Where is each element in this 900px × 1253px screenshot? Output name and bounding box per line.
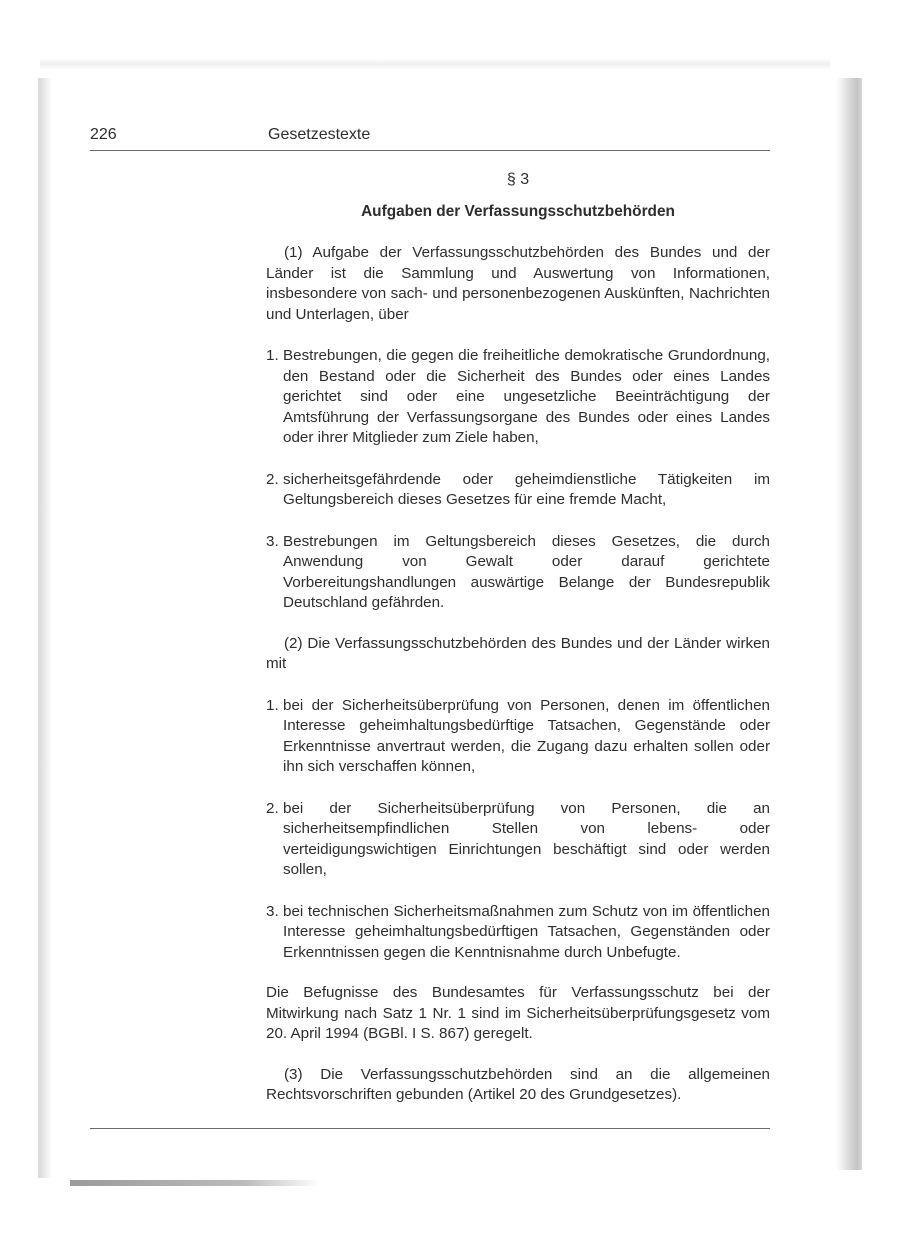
list-item-text: bei der Sicherheitsüberprüfung von Personen, denen im öffentlichen Interesse geheimhaltungsbedürftige Tatsachen, Gegenstände oder Erkenntnisse anvertraut werden, die Zugang dazu erhalten sollen oder ihn sich verschaffen können, xyxy=(283,696,770,775)
list-item-text: Bestrebungen, die gegen die freiheitliche demokratische Grundordnung, den Bestand oder die Sicherheit des Bundes oder eines Landes gerichtet sind oder eine ungesetzliche Beeinträchtigung der Amtsführung der Verfassungsorgane des Bundes oder eines Landes oder ihrer Mitglieder zum Ziele haben, xyxy=(283,347,770,446)
scan-edge-right xyxy=(836,78,862,1170)
list-item-number: 3. xyxy=(266,532,279,550)
section-title: Aufgaben der Verfassungsschutzbehörden xyxy=(361,202,675,220)
page-header xyxy=(90,122,770,151)
list-item-text: sicherheitsgefährdende oder geheimdienstliche Tätigkeiten im Geltungsbereich dieses Gesetzes für eine fremde Macht, xyxy=(283,470,770,508)
document-body xyxy=(266,170,770,1106)
list-item xyxy=(266,799,770,881)
list-item-text: bei der Sicherheitsüberprüfung von Personen, die an sicherheitsempfindlichen Stellen von lebens- oder verteidigungswichtigen Einrichtungen beschäftigt sind oder werden sollen, xyxy=(283,799,770,878)
paragraph-1-list xyxy=(266,346,770,614)
paragraph-1-intro: (1) Aufgabe der Verfassungsschutzbehörden des Bundes und der Länder ist die Sammlung und Auswertung von Informationen, insbesondere von sach- und personenbezogenen Auskünften, Nachrichten und Unterlagen, über xyxy=(266,244,770,323)
paragraph-2-intro: (2) Die Verfassungsschutzbehörden des Bundes und der Länder wirken mit xyxy=(266,634,770,672)
scan-edge-top xyxy=(40,58,830,70)
paragraph-2-list xyxy=(266,696,770,964)
list-item-number: 1. xyxy=(266,347,279,364)
list-item xyxy=(266,902,770,964)
list-item-number: 3. xyxy=(266,902,279,920)
list-item-text: Bestrebungen im Geltungsbereich dieses Gesetzes, die durch Anwendung von Gewalt oder darauf gerichtete Vorbereitungshandlungen auswärtige Belange der Bundesrepublik Deutschland gefährden. xyxy=(283,532,770,611)
running-title: Gesetzestexte xyxy=(268,126,371,143)
paragraph-2-closing: Die Befugnisse des Bundesamtes für Verfassungsschutz bei der Mitwirkung nach Satz 1 Nr. 1 sind im Sicherheitsüberprüfungsgesetz vom 20. April 1994 (BGBl. I S. 867) geregelt. xyxy=(266,984,770,1042)
scan-edge-left xyxy=(38,78,52,1178)
document-page xyxy=(90,122,770,1142)
list-item xyxy=(266,470,770,511)
list-item xyxy=(266,346,770,449)
list-item-text: bei technischen Sicherheitsmaßnahmen zum Schutz von im öffentlichen Interesse geheimhaltungsbedürftigen Tatsachen, Gegenständen oder Erkenntnissen gegen die Kenntnisnahme durch Unbefugte. xyxy=(283,902,770,961)
list-item xyxy=(266,532,770,614)
page-number: 226 xyxy=(90,126,117,143)
list-item xyxy=(266,696,770,778)
paragraph-3: (3) Die Verfassungsschutzbehörden sind an die allgemeinen Rechtsvorschriften gebunden (Artikel 20 des Grundgesetzes). xyxy=(266,1065,770,1103)
list-item-number: 2. xyxy=(266,470,279,488)
bottom-rule xyxy=(90,1128,770,1129)
section-number: § 3 xyxy=(506,171,530,188)
list-item-number: 1. xyxy=(266,696,279,714)
list-item-number: 2. xyxy=(266,799,279,817)
scan-edge-bottom xyxy=(70,1180,320,1186)
